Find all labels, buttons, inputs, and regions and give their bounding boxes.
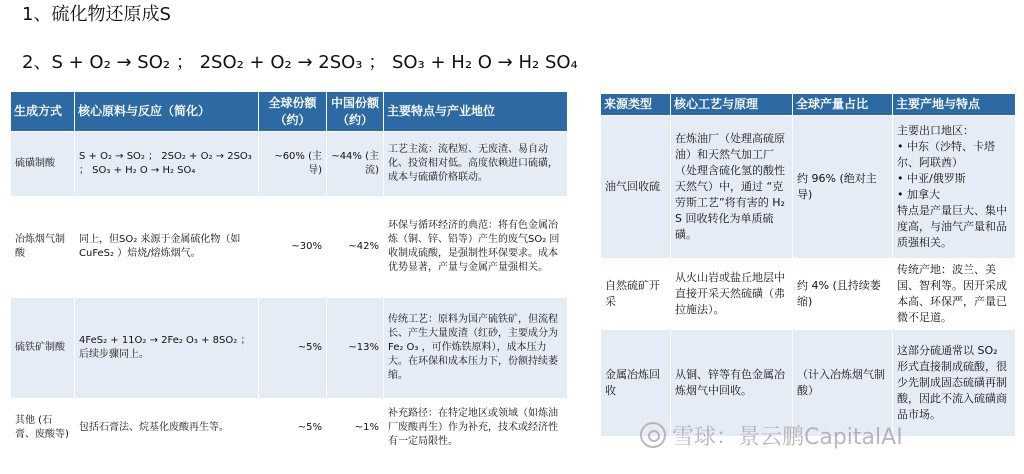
header-global-share: 全球份额（约） [259, 92, 327, 132]
cell-method: 冶炼烟气制酸 [11, 196, 75, 298]
header-region: 主要产地与特点 [893, 94, 1016, 116]
cell-share: 约 96% (绝对主导) [793, 116, 893, 258]
cell-china: ~13% [327, 298, 384, 398]
header-reaction: 核心原料与反应（简化） [75, 92, 259, 132]
cell-source-type: 自然硫矿开采 [601, 258, 671, 330]
cell-global: ~30% [259, 196, 327, 298]
cell-region: 这部分硫通常以 SO₂ 形式直接制成硫酸，很少先制成固态硫磺再制酸，因此不流入硫磺商品市场。 [893, 330, 1016, 436]
cell-reaction: 包括石膏法、烷基化废酸再生等。 [75, 398, 259, 458]
header-china-share: 中国份额（约） [327, 92, 384, 132]
cell-china: ~1% [327, 398, 384, 458]
header-output-share: 全球产量占比 [793, 94, 893, 116]
cell-process: 从火山岩或盐丘地层中直接开采天然硫磺（弗拉施法）。 [671, 258, 793, 330]
snowball-logo-icon [640, 422, 666, 448]
table-row [11, 132, 568, 196]
cell-source-type: 金属冶炼回收 [601, 330, 671, 436]
cell-china: ~44% (主流) [327, 132, 384, 196]
watermark [640, 420, 903, 451]
cell-reaction: 同上，但SO₂ 来源于金属硫化物（如CuFeS₂ ）焙烧/熔炼烟气。 [75, 196, 259, 298]
heading-step2-reactions: 2、S + O₂ → SO₂ ； 2SO₂ + O₂ → 2SO₃ ； SO₃ + H₂ O → H₂ SO₄ [22, 52, 578, 73]
header-process: 核心工艺与原理 [671, 94, 793, 116]
table-row [601, 116, 1016, 258]
cell-reaction: S + O₂ → SO₂ ； 2SO₂ + O₂ → 2SO₃ ； SO₃ + H₂ O → H₂ SO₄ [75, 132, 259, 196]
header-method: 生成方式 [11, 92, 75, 132]
sulfuric-acid-production-table [10, 91, 568, 458]
table-row [11, 298, 568, 398]
cell-region: 传统产地：波兰、美国、智利等。因开采成本高、环保严，产量已微不足道。 [893, 258, 1016, 330]
table-row [11, 196, 568, 298]
cell-global: ~60% (主导) [259, 132, 327, 196]
table-row [601, 258, 1016, 330]
header-features: 主要特点与产业地位 [384, 92, 568, 132]
cell-share: 约 4% (且持续萎缩) [793, 258, 893, 330]
cell-china: ~42% [327, 196, 384, 298]
cell-region: 主要出口地区： • 中东（沙特、卡塔尔、阿联酋） • 中亚/俄罗斯 • 加拿大 特点是产量巨大、集中度高，与油气产量和品质强相关。 [893, 116, 1016, 258]
cell-reaction: 4FeS₂ + 11O₂ → 2Fe₂ O₃ + 8SO₂ ； 后续步骤同上。 [75, 298, 259, 398]
cell-source-type: 油气回收硫 [601, 116, 671, 258]
cell-feature: 传统工艺：原料为国产硫铁矿，但流程长、产生大量废渣（红砂，主要成分为Fe₂ O₃ ，可作炼铁原料），成本压力大。在环保和成本压力下，份额持续萎缩。 [384, 298, 568, 398]
cell-method: 硫铁矿制酸 [11, 298, 75, 398]
cell-global: ~5% [259, 398, 327, 458]
header-source-type: 来源类型 [601, 94, 671, 116]
cell-process: 从铜、锌等有色金属冶炼烟气中回收。 [671, 330, 793, 436]
cell-method: 其他 (石膏、废酸等) [11, 398, 75, 458]
heading-step1: 1、硫化物还原成S [22, 4, 171, 25]
cell-global: ~5% [259, 298, 327, 398]
cell-feature: 工艺主流：流程短、无废渣、易自动化、投资相对低。高度依赖进口硫磺，成本与硫磺价格联动。 [384, 132, 568, 196]
cell-method: 硫磺制酸 [11, 132, 75, 196]
cell-share: （计入冶炼烟气制酸） [793, 330, 893, 436]
watermark-text: 雪球：景云鹏CapitalAI [672, 425, 903, 450]
cell-feature: 补充路径：在特定地区或领域（如炼油厂废酸再生）作为补充，技术或经济性有一定局限性。 [384, 398, 568, 458]
table-row [11, 398, 568, 458]
cell-feature: 环保与循环经济的典范：将有色金属冶炼（铜、锌、铅等）产生的废气SO₂ 回收制成硫酸，是强制性环保要求。成本优势显著，产量与金属产量强相关。 [384, 196, 568, 298]
cell-process: 在炼油厂（处理高硫原油）和天然气加工厂（处理含硫化氢的酸性天然气）中，通过 “克劳斯工艺”将有害的 H₂ S 回收转化为单质硫磺。 [671, 116, 793, 258]
sulfur-source-table [600, 93, 1016, 436]
